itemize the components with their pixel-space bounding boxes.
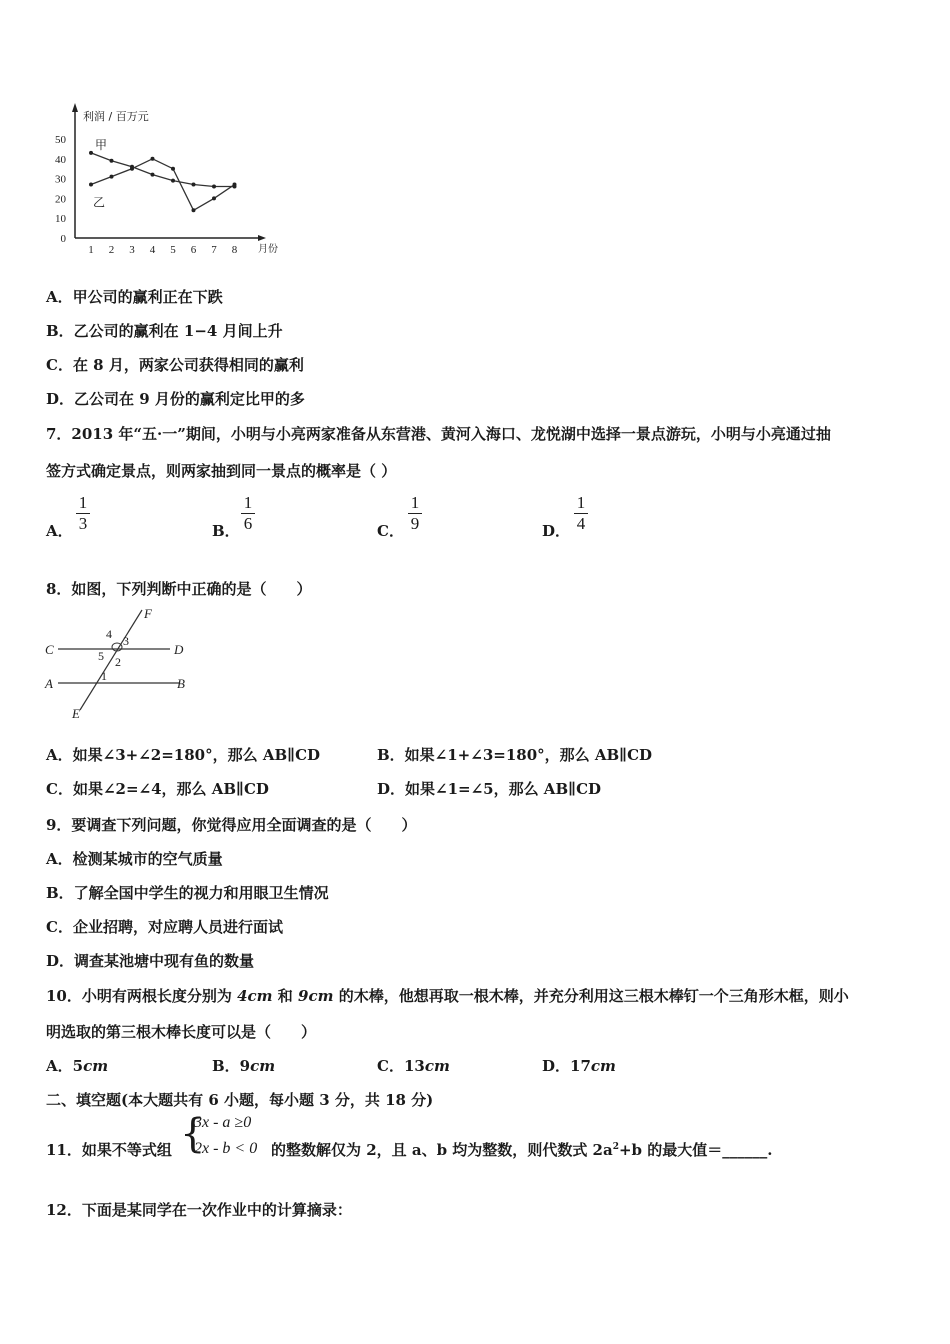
profit-line-chart xyxy=(40,100,300,260)
q10-length-2: 9cm xyxy=(298,987,334,1005)
q9-option-a: A．检测某城市的空气质量 xyxy=(46,850,223,868)
x-tick-label: 2 xyxy=(108,244,115,256)
data-point xyxy=(192,183,196,187)
q8-option-a: A．如果∠3+∠2=180°，那么 AB∥CD xyxy=(46,746,321,764)
x-axis-title: 月份 xyxy=(258,244,278,255)
y-tick-label: 0 xyxy=(60,233,66,245)
data-point xyxy=(233,183,237,187)
label-b: B xyxy=(177,676,185,691)
series-line-2 xyxy=(91,159,235,210)
series-line-1 xyxy=(91,153,235,187)
q10-option-b: B．9cm xyxy=(212,1057,276,1075)
system-brace: { xyxy=(180,1111,206,1157)
q10-stem-line1: 10．小明有两根长度分别为 4cm 和 9cm 的木棒，他想再取一根木棒，并充分利用这三根木棒钉一个三角形木框，则小 xyxy=(46,987,849,1005)
q12-stem: 12．下面是某同学在一次作业中的计算摘录： xyxy=(46,1201,352,1219)
q6-option-a: A．甲公司的赢利正在下跌 xyxy=(46,288,223,306)
section-2-heading: 二、填空题(本大题共有 6 小题，每小题 3 分，共 18 分) xyxy=(46,1091,434,1109)
series-label-yi: 乙 xyxy=(93,195,106,210)
y-tick-label: 50 xyxy=(55,134,66,146)
q8-parallel-lines-figure xyxy=(40,602,200,722)
x-tick-label: 8 xyxy=(231,244,238,256)
y-axis-title: 利润 / 百万元 xyxy=(83,110,149,123)
q9-option-b: B．了解全国中学生的视力和用眼卫生情况 xyxy=(46,884,329,902)
q10-length-1: 4cm xyxy=(237,987,273,1005)
q6-option-b: B．乙公司的赢利在 1−4 月间上升 xyxy=(46,322,283,340)
y-axis-arrow xyxy=(72,103,78,112)
y-tick-label: 40 xyxy=(55,153,66,166)
label-a: A xyxy=(45,676,53,691)
q9-stem: 9．要调查下列问题，你觉得应用全面调查的是（ ） xyxy=(46,816,417,834)
q9-option-d: D．调查某池塘中现有鱼的数量 xyxy=(46,952,255,970)
q10-option-d: D．17cm xyxy=(542,1057,616,1075)
y-tick-label: 10 xyxy=(55,213,66,226)
label-e: E xyxy=(72,706,80,721)
q7-option-c-label: C． xyxy=(377,522,404,540)
data-point xyxy=(151,157,155,161)
data-point xyxy=(110,175,114,179)
data-point xyxy=(171,167,175,171)
angle-2-label: 2 xyxy=(115,655,121,669)
data-point xyxy=(171,179,175,183)
label-f: F xyxy=(144,606,152,621)
q8-option-d: D．如果∠1=∠5，那么 AB∥CD xyxy=(377,780,602,798)
q11-suffix: 的整数解仅为 2，且 a、b 均为整数，则代数式 $2a^2+b$ 的最大值＝______. xyxy=(271,1141,773,1159)
x-axis-arrow xyxy=(258,235,266,241)
data-point xyxy=(212,196,216,200)
data-point xyxy=(89,151,93,155)
q7-stem-line2: 签方式确定景点，则两家抽到同一景点的概率是（ ） xyxy=(46,462,397,480)
data-point xyxy=(192,208,196,212)
q8-option-b: B．如果∠1+∠3=180°，那么 AB∥CD xyxy=(377,746,653,764)
data-point xyxy=(110,159,114,163)
q11-inequality-2: 2x - b < 0 xyxy=(194,1140,258,1157)
q8-option-c: C．如果∠2=∠4，那么 AB∥CD xyxy=(46,780,269,798)
q6-option-d: D．乙公司在 9 月份的赢利定比甲的多 xyxy=(46,390,305,408)
series-label-jia: 甲 xyxy=(95,137,108,152)
x-tick-label: 3 xyxy=(129,244,135,256)
q10-option-a: A．5cm xyxy=(46,1057,109,1075)
q11-inequality-1: 3x - a ≥0 xyxy=(194,1114,252,1131)
y-tick-label: 20 xyxy=(55,193,66,206)
q6-option-c: C．在 8 月，两家公司获得相同的赢利 xyxy=(46,356,304,374)
x-tick-label: 4 xyxy=(149,244,156,256)
x-tick-label: 5 xyxy=(170,244,176,256)
angle-1-label: 1 xyxy=(101,669,107,683)
q7-stem-line1: 7．2013 年“五·一”期间，小明与小亮两家准备从东营港、黄河入海口、龙悦湖中选择一景点游玩，小明与小亮通过抽 xyxy=(46,425,831,443)
data-point xyxy=(89,183,93,187)
data-point xyxy=(212,185,216,189)
q7-option-b-label: B． xyxy=(212,522,240,540)
label-d: D xyxy=(174,642,184,657)
y-tick-label: 30 xyxy=(55,173,66,186)
angle-4-label: 4 xyxy=(106,627,112,641)
q8-stem: 8．如图，下列判断中正确的是（ ） xyxy=(46,580,312,598)
label-c: C xyxy=(45,642,54,657)
angle-3-label: 3 xyxy=(123,634,129,648)
data-point xyxy=(130,167,134,171)
q7-option-a-fraction: 1 3 xyxy=(76,494,90,533)
q11-prefix: 11．如果不等式组 xyxy=(46,1141,172,1159)
q10-option-c: C．13cm xyxy=(377,1057,450,1075)
x-tick-label: 7 xyxy=(211,244,217,256)
angle-5-label: 5 xyxy=(98,649,104,663)
q10-stem-line2: 明选取的第三根木棒长度可以是（ ） xyxy=(46,1023,317,1041)
q7-option-b-fraction: 1 6 xyxy=(241,494,255,533)
q7-option-a-label: A． xyxy=(46,522,73,540)
q7-option-d-fraction: 1 4 xyxy=(574,494,588,533)
data-point xyxy=(151,173,155,177)
line-ef xyxy=(80,610,142,710)
x-tick-label: 1 xyxy=(88,244,94,256)
q7-option-d-label: D． xyxy=(542,522,571,540)
x-tick-label: 6 xyxy=(190,244,197,256)
q7-option-c-fraction: 1 9 xyxy=(408,494,422,533)
q9-option-c: C．企业招聘，对应聘人员进行面试 xyxy=(46,918,283,936)
